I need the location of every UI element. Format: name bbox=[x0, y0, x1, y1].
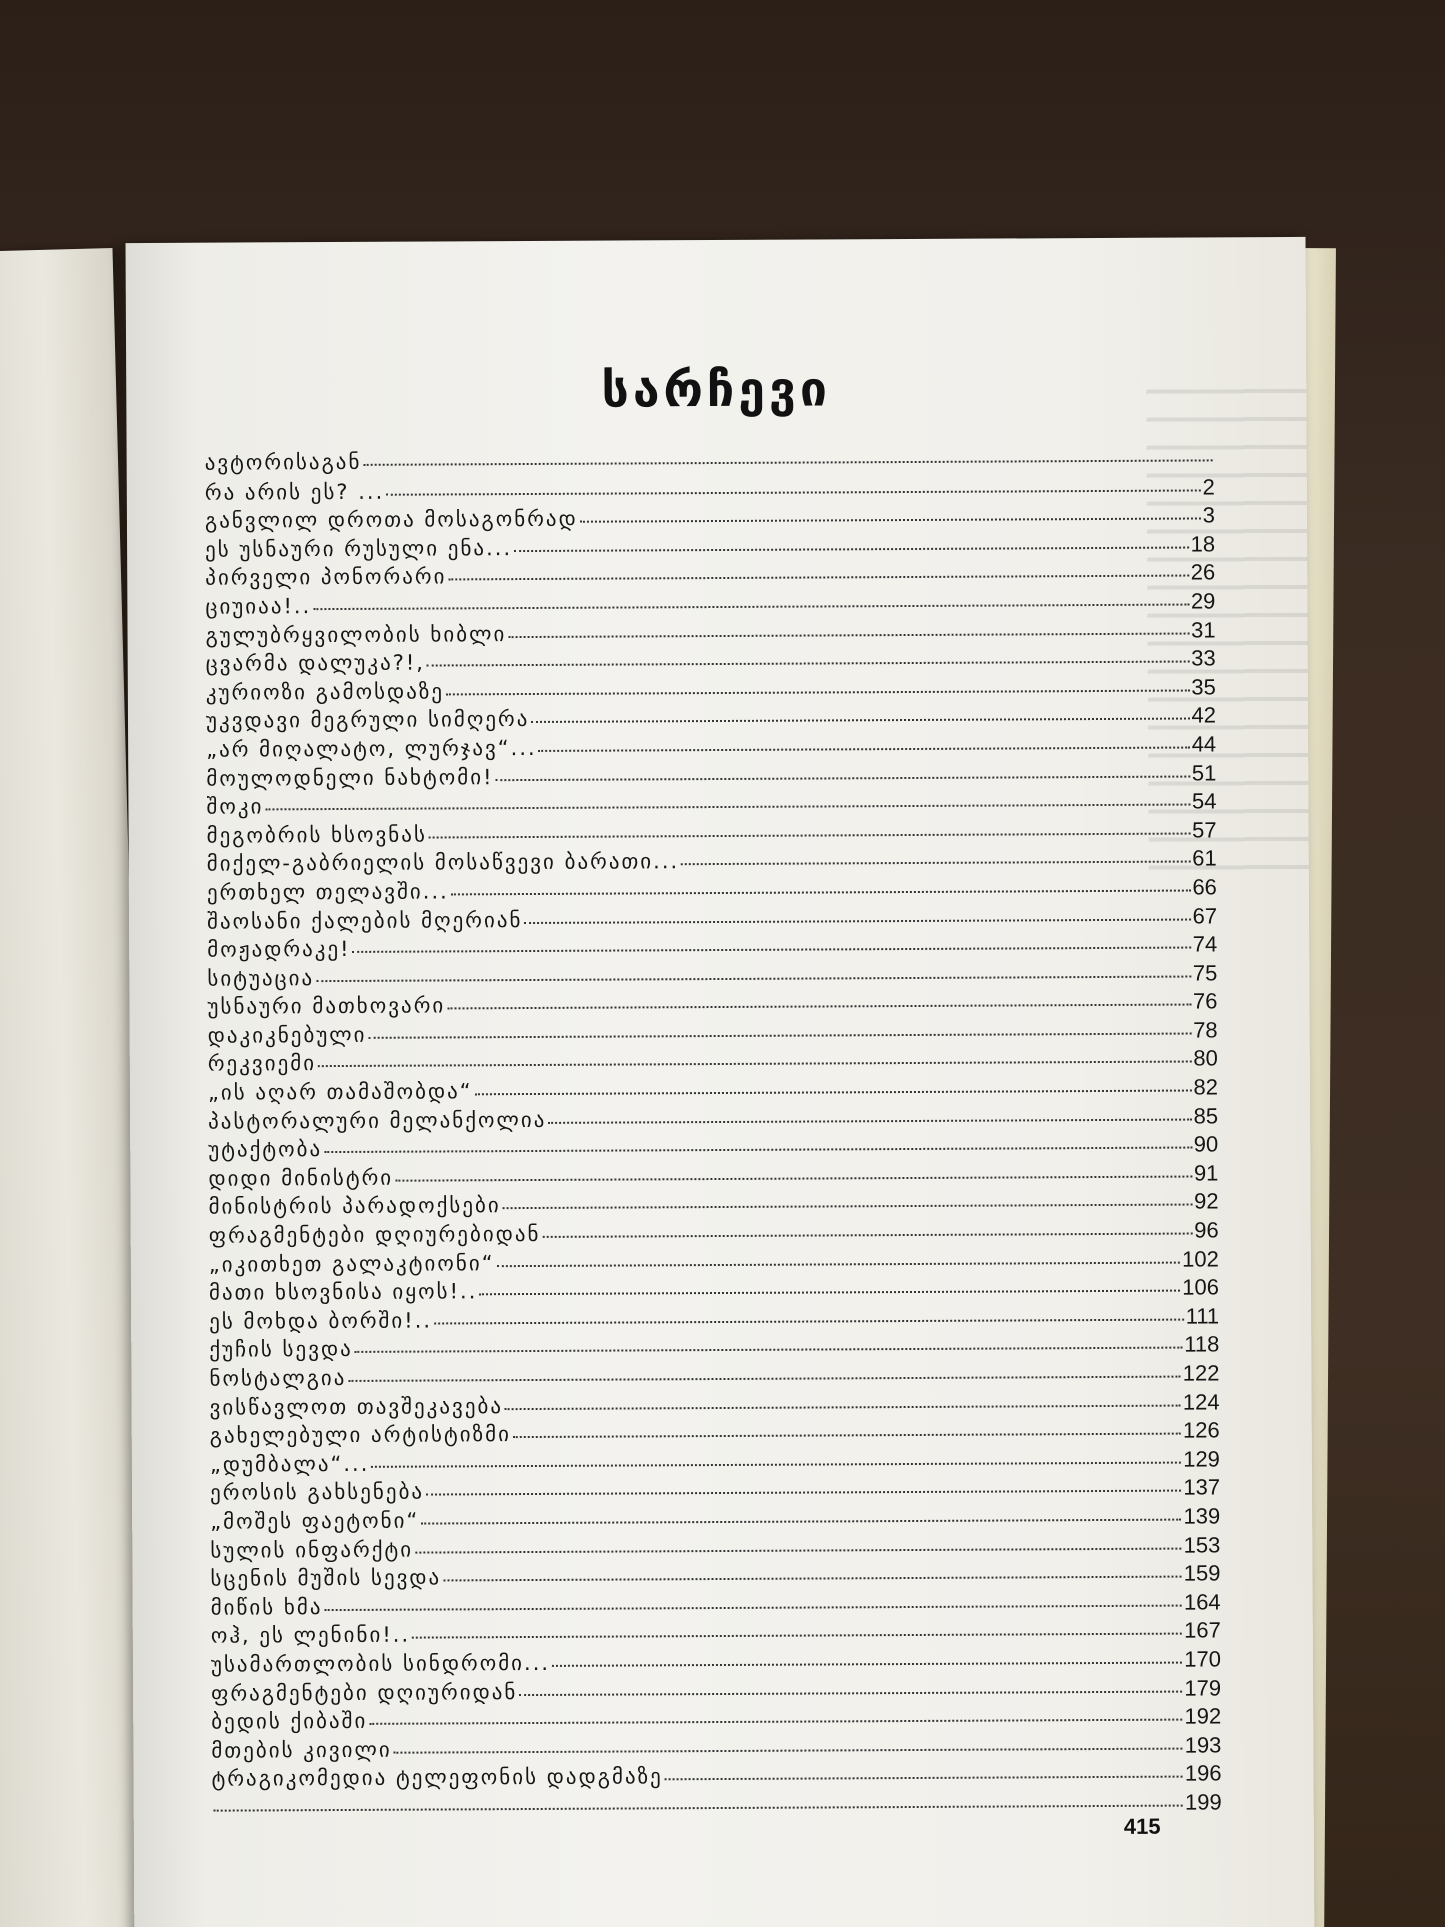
toc-dot-leader bbox=[318, 1061, 1191, 1068]
toc-dot-leader bbox=[265, 804, 1190, 811]
toc-entry-page: 33 bbox=[1191, 645, 1216, 671]
toc-entry-title: შოკი bbox=[206, 794, 264, 819]
toc-entry-title: მინისტრის პარადოქსები bbox=[208, 1193, 501, 1220]
toc-dot-leader bbox=[495, 775, 1189, 781]
toc-entry-page: 192 bbox=[1184, 1703, 1222, 1729]
toc-entry-page: 2 bbox=[1202, 473, 1215, 500]
toc-dot-leader bbox=[580, 518, 1201, 523]
toc-entry-title: რა არის ეს? ... bbox=[204, 479, 385, 505]
toc-entry-page: 159 bbox=[1183, 1560, 1221, 1586]
toc-dot-leader bbox=[443, 1576, 1182, 1582]
toc-entry-title: უტაქტობა bbox=[208, 1137, 323, 1162]
toc-entry-page: 170 bbox=[1184, 1646, 1221, 1672]
toc-entry-title: სულის ინფარქტი bbox=[210, 1537, 414, 1563]
toc-entry-page: 29 bbox=[1190, 588, 1216, 614]
toc-entry-title: უსნაური მათხოვარი bbox=[207, 993, 446, 1019]
toc-dot-leader bbox=[513, 1433, 1181, 1438]
toc-entry-page: 129 bbox=[1183, 1446, 1220, 1472]
toc-dot-leader bbox=[429, 832, 1190, 838]
toc-entry-title: გულუბრყვილობის ხიბლი bbox=[205, 621, 507, 648]
toc-dot-leader bbox=[665, 1776, 1183, 1781]
page-number: 415 bbox=[1123, 1813, 1161, 1839]
toc-entry-page: 118 bbox=[1184, 1331, 1220, 1357]
toc-entry-page: 57 bbox=[1192, 817, 1217, 843]
toc-entry-page: 91 bbox=[1193, 1160, 1219, 1186]
toc-entry-page: 102 bbox=[1182, 1246, 1219, 1272]
toc-entry-title: ფრაგმენტები დღიურებიდან bbox=[208, 1221, 541, 1248]
toc-entry-title: მეგობრის ხსოვნას bbox=[206, 822, 427, 848]
toc-entry-page: 137 bbox=[1183, 1474, 1221, 1500]
toc-entry-title: შაოსანი ქალების მღერიან bbox=[206, 907, 523, 934]
toc-dot-leader bbox=[415, 1547, 1182, 1553]
toc-dot-leader bbox=[214, 1804, 1183, 1811]
toc-dot-leader bbox=[497, 1261, 1181, 1267]
toc-entry-page: 196 bbox=[1184, 1760, 1222, 1786]
toc-entry-title: „დუმბალა“... bbox=[209, 1451, 370, 1477]
toc-entry-page: 96 bbox=[1194, 1217, 1219, 1243]
toc-dot-leader bbox=[681, 861, 1190, 866]
toc-dot-leader bbox=[505, 1404, 1181, 1410]
book-page bbox=[126, 237, 1315, 1927]
toc-dot-leader bbox=[539, 746, 1190, 751]
toc-entry-title: განვლილ დროთა მოსაგონრად bbox=[204, 506, 578, 533]
toc-entry-page: 51 bbox=[1191, 759, 1217, 786]
toc-entry-title: ქუჩის სევდა bbox=[209, 1337, 353, 1363]
toc-dot-leader bbox=[353, 947, 1191, 953]
toc-dot-leader bbox=[552, 1662, 1182, 1667]
toc-entry-page: 85 bbox=[1193, 1103, 1219, 1129]
toc-dot-leader bbox=[348, 1376, 1180, 1382]
toc-entry-title: „არ მიღალატო, ლურჯავ“... bbox=[206, 735, 537, 762]
toc-entry-title: გახელებული არტისტიზმი bbox=[209, 1422, 511, 1448]
toc-entry-page: 31 bbox=[1190, 616, 1216, 643]
toc-dot-leader bbox=[394, 1747, 1183, 1753]
toc-entry-page: 75 bbox=[1192, 960, 1218, 986]
toc-entry-title: „იკითხეთ გალაკტიონი“ bbox=[208, 1250, 495, 1277]
toc-entry-title: მიწის ხმა bbox=[210, 1594, 323, 1620]
toc-entry-title: ეს მოხდა ბორში!.. bbox=[209, 1308, 433, 1334]
toc-entry-title: ერთხელ თელავში... bbox=[206, 879, 449, 905]
toc-entry bbox=[212, 1789, 1222, 1823]
toc-dot-leader bbox=[369, 1032, 1192, 1038]
toc-dot-leader bbox=[386, 489, 1200, 495]
toc-entry-title: „ის აღარ თამაშობდა“ bbox=[207, 1079, 473, 1105]
toc-dot-leader bbox=[503, 1204, 1192, 1210]
toc-dot-leader bbox=[316, 975, 1191, 982]
toc-entry-title: რეკვიემი bbox=[207, 1051, 317, 1077]
page-title: სარჩევი bbox=[601, 361, 832, 419]
toc-entry-page: 92 bbox=[1193, 1188, 1219, 1214]
toc-dot-leader bbox=[355, 1347, 1182, 1353]
toc-entry-page: 44 bbox=[1191, 731, 1217, 757]
toc-dot-leader bbox=[475, 1090, 1192, 1096]
toc-dot-leader bbox=[524, 918, 1190, 923]
toc-entry-title: ბედის ქიბაში bbox=[211, 1708, 368, 1734]
toc-dot-leader bbox=[447, 1004, 1191, 1010]
toc-entry-page: 61 bbox=[1192, 845, 1217, 871]
toc-entry-title: სცენის მუშის სევდა bbox=[210, 1565, 442, 1591]
toc-dot-leader bbox=[531, 718, 1189, 723]
toc-dot-leader bbox=[395, 1175, 1192, 1181]
toc-dot-leader bbox=[508, 632, 1189, 638]
toc-entry-page: 74 bbox=[1192, 931, 1218, 957]
toc-entry-title: ეს უსნაური რუსული ენა... bbox=[205, 535, 513, 562]
toc-dot-leader bbox=[369, 1719, 1182, 1725]
toc-dot-leader bbox=[514, 546, 1189, 552]
toc-entry-title: მიქელ-გაბრიელის მოსაწვევი ბარათი... bbox=[206, 849, 680, 876]
toc-entry-title: უკვდავი მეგრული სიმღერა bbox=[205, 707, 530, 734]
toc-entry-title: ფრაგმენტები დღიურიდან bbox=[211, 1679, 518, 1706]
toc-entry-title: „მოშეს ფაეტონი“ bbox=[210, 1508, 420, 1534]
toc-entry-page: 199 bbox=[1184, 1789, 1222, 1815]
toc-entry-page: 139 bbox=[1183, 1503, 1221, 1529]
toc-dot-leader bbox=[421, 1519, 1181, 1525]
toc-dot-leader bbox=[427, 661, 1189, 667]
toc-dot-leader bbox=[412, 1633, 1182, 1639]
toc-entry-title: დაკიკნებული bbox=[207, 1022, 367, 1048]
toc-dot-leader bbox=[519, 1690, 1182, 1695]
toc-entry-title: ვისწავლოთ თავშეკავება bbox=[209, 1393, 504, 1420]
toc-entry-title: მოჟადრაკე! bbox=[207, 937, 351, 962]
toc-dot-leader bbox=[451, 889, 1191, 895]
toc-entry-page: 111 bbox=[1185, 1303, 1220, 1329]
toc-entry-page: 90 bbox=[1193, 1131, 1219, 1157]
toc-entry-page: 26 bbox=[1190, 559, 1216, 585]
toc-entry-page: 193 bbox=[1184, 1732, 1222, 1758]
toc-dot-leader bbox=[543, 1233, 1193, 1238]
toc-entry-page: 66 bbox=[1192, 874, 1217, 900]
toc-entry-page: 126 bbox=[1182, 1417, 1220, 1443]
toc-entry-title: ციუიაა!.. bbox=[205, 594, 312, 619]
toc-entry-page: 167 bbox=[1183, 1617, 1221, 1643]
table-of-contents bbox=[205, 445, 1222, 1823]
toc-entry-page: 78 bbox=[1193, 1017, 1218, 1043]
toc-entry-page: 80 bbox=[1193, 1045, 1218, 1071]
toc-entry-page: 164 bbox=[1183, 1589, 1221, 1615]
toc-dot-leader bbox=[479, 1290, 1180, 1296]
toc-entry-page: 18 bbox=[1190, 531, 1216, 557]
toc-entry-page: 122 bbox=[1182, 1360, 1220, 1386]
toc-entry-title: პირველი პონორარი bbox=[205, 564, 447, 591]
toc-entry-title: მთების კივილი bbox=[211, 1737, 392, 1763]
toc-entry-page: 67 bbox=[1192, 902, 1218, 929]
toc-dot-leader bbox=[325, 1604, 1182, 1610]
toc-dot-leader bbox=[448, 575, 1188, 581]
toc-entry-title: ავტორისაგან bbox=[204, 449, 362, 475]
toc-dot-leader bbox=[363, 459, 1212, 465]
toc-dot-leader bbox=[324, 1147, 1192, 1154]
toc-entry-title: ნოსტალგია bbox=[209, 1365, 347, 1391]
toc-entry-page: 153 bbox=[1183, 1531, 1221, 1558]
toc-entry-title: პასტორალური მელანქოლია bbox=[208, 1107, 547, 1134]
toc-entry-title: მოულოდნელი ნახტომი! bbox=[206, 764, 494, 791]
toc-entry-page: 42 bbox=[1191, 702, 1217, 728]
toc-dot-leader bbox=[313, 604, 1189, 611]
toc-dot-leader bbox=[548, 1118, 1191, 1123]
toc-entry-page: 124 bbox=[1182, 1388, 1220, 1415]
toc-entry-title: მათი ხსოვნისა იყოს!.. bbox=[208, 1279, 478, 1305]
toc-entry-page: 179 bbox=[1184, 1674, 1222, 1701]
toc-entry-title: ოჰ, ეს ლენინი!.. bbox=[210, 1622, 411, 1649]
toc-entry-page: 106 bbox=[1182, 1274, 1220, 1300]
toc-entry-title: კურიოზი გამოსდაზე bbox=[205, 679, 445, 705]
toc-dot-leader bbox=[434, 1318, 1184, 1324]
toc-dot-leader bbox=[426, 1490, 1181, 1496]
toc-dot-leader bbox=[371, 1461, 1181, 1467]
toc-entry-page: 76 bbox=[1192, 988, 1218, 1014]
toc-entry-page: 3 bbox=[1202, 502, 1216, 528]
toc-entry-title: დიდი მინისტრი bbox=[208, 1165, 394, 1191]
toc-entry-title: უსამართლობის სინდრომი... bbox=[210, 1650, 551, 1677]
toc-entry-page: 82 bbox=[1193, 1074, 1219, 1100]
toc-entry-title: ცვარმა დალუკა?!, bbox=[205, 650, 426, 676]
toc-entry-title: სიტუაცია bbox=[207, 965, 315, 991]
toc-dot-leader bbox=[446, 689, 1189, 695]
toc-entry-title: ტრაგიკომედია ტელეფონის დადგმაზე bbox=[211, 1764, 663, 1791]
toc-entry-page: 35 bbox=[1191, 674, 1216, 700]
toc-entry-page: 54 bbox=[1191, 788, 1217, 814]
toc-entry-title: ეროსის გახსენება bbox=[209, 1479, 425, 1506]
